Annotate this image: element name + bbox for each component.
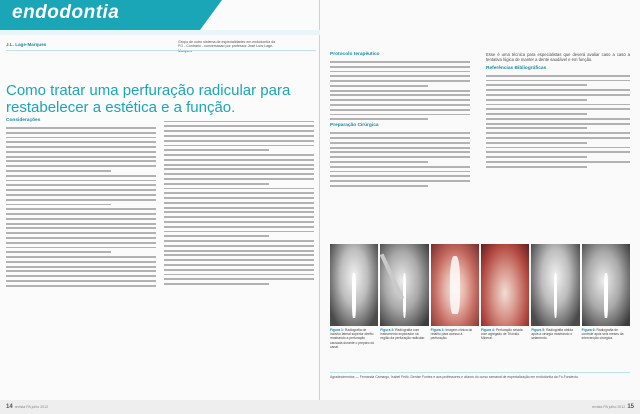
page-number-left: [6, 404, 48, 410]
divider: [6, 50, 316, 51]
acknowledgements: Agradecimentos — Fernanda Camargo, Isabel Feitó, Denise Fontes e aos professores e alunos do curso semanal de especialização em endodontia da Fo-Fundecto.: [330, 372, 630, 379]
figure-caption: Figura 4: Perfuração selada com agregado de Trióxido Mineral.: [480, 328, 523, 341]
body-column-2: [164, 118, 314, 288]
figure-2-image: [380, 244, 428, 326]
figure-1-image: [330, 244, 378, 326]
author-name: J.L. Lage-Marques: [6, 42, 47, 47]
header-strip: [0, 30, 320, 35]
figure-caption: Figura 6: Radiografia de controle após seis meses da intervenção cirúrgica.: [581, 328, 624, 341]
figure-row: [330, 244, 630, 326]
figure-caption: Figura 2: Radiografia com instrumento explorador na região da perfuração radicular.: [380, 328, 426, 341]
article-title: Como tratar uma perfuração radicular para restabelecer a estética e a função.: [6, 82, 291, 116]
section-banner: [0, 0, 200, 30]
figure-captions: [330, 328, 630, 349]
body-column-4: [486, 52, 630, 170]
body-column-1: [6, 118, 156, 290]
figure-6-image: [582, 244, 630, 326]
section-heading-protocol: Protocolo terapêutico: [330, 52, 380, 57]
page-tag: revista PA julho 2012: [14, 405, 49, 409]
section-title: endodontia: [12, 2, 120, 23]
figure-4-image: [481, 244, 529, 326]
figure-caption: Figura 3: Imagem clínica do retalho para acesso à perfuração.: [430, 328, 473, 341]
page-number-right: [592, 404, 634, 410]
figure-5-image: [531, 244, 579, 326]
figure-3-image: [431, 244, 479, 326]
author-caption: Grupo de outro sistema de especialidades em endodontia da FO - Contrario - conversacao por professor José Luís Lage-: [178, 40, 276, 49]
right-page: [320, 0, 640, 414]
section-heading-references: Referências Bibliográficas: [486, 65, 547, 71]
page-tag: revista PA julho 2012: [591, 405, 626, 409]
body-column-3: [330, 52, 470, 190]
page-number: 15: [627, 404, 634, 410]
section-heading-prep: Preparação Cirúrgica: [330, 123, 379, 129]
intro-sentence: Esse é uma técnica para especialistas que deverá avaliar caso a caso a tentativa lógica de manter a dente saudável e em função.: [486, 52, 630, 63]
page-number: 14: [6, 404, 13, 410]
figure-caption: Figura 1: Radiografia de incisivo lateral superior direito mostrando a perfuração causada durante o preparo do canal.: [330, 328, 375, 349]
section-heading-considerations: Considerações: [6, 118, 41, 123]
figure-caption: Figura 5: Radiografia obtida após a cirurgia mostrando o selamento.: [531, 328, 573, 341]
